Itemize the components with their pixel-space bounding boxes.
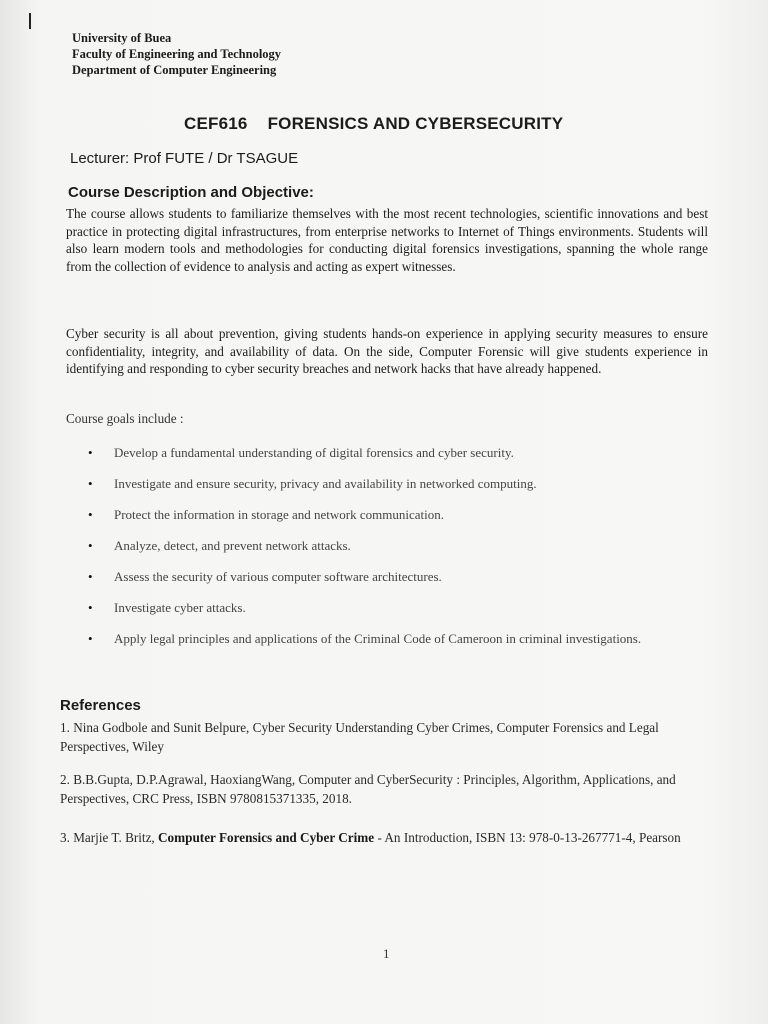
reference-2: 2. B.B.Gupta, D.P.Agrawal, HaoxiangWang, Computer and CyberSecurity : Principles, Algorithm, Applications, and Perspectives, CRC Press, ISBN 9780815371335, 2018. [60,772,676,806]
references-heading: References [60,697,141,714]
goal-item: • Protect the information in storage and network communication. [88,507,444,522]
lecturer-line: Lecturer: Prof FUTE / Dr TSAGUE [70,150,299,167]
goal-item: • Investigate and ensure security, privacy and availability in networked computing. [88,476,537,491]
bullet-icon: • [88,600,93,615]
course-code: CEF616 [184,114,248,133]
bullet-icon: • [88,538,93,553]
description-heading: Course Description and Objective: [68,184,314,201]
scan-mark [29,13,31,29]
university-name: University of Buea [72,31,172,45]
bullet-icon: • [88,507,93,522]
course-name: FORENSICS AND CYBERSECURITY [267,114,564,133]
faculty-name: Faculty of Engineering and Technology [72,47,282,61]
goals-intro: Course goals include : [66,411,184,426]
description-paragraph-1: The course allows students to familiarize themselves with the most recent technologies, scientific innovations and best practice in protecting digital infrastructures, from enterprise networks to Internet of Things environments. Students will also learn modern tools and methodologies for conducting digital forensics investigations, spanning the whole range from the collection of evidence to analysis and acting as expert witnesses. [66,206,708,274]
goal-item: • Investigate cyber attacks. [88,600,246,615]
bullet-icon: • [88,569,93,584]
bullet-icon: • [88,445,93,460]
page-number: 1 [383,946,390,961]
reference-1: 1. Nina Godbole and Sunit Belpure, Cyber Security Understanding Cyber Crimes, Computer Forensics and Legal Perspectives, Wiley [60,720,659,754]
reference-3-title: Computer Forensics and Cyber Crime [158,830,375,845]
bullet-icon: • [88,631,93,646]
course-title [184,114,563,134]
reference-3: 3. Marjie T. Britz, Computer Forensics and Cyber Crime - An Introduction, ISBN 13: 978-0-13-267771-4, Pearson [60,830,681,845]
goal-item: • Develop a fundamental understanding of digital forensics and cyber security. [88,445,514,460]
goal-item: • Apply legal principles and applications of the Criminal Code of Cameroon in criminal investigations. [88,631,642,646]
description-paragraph-2: Cyber security is all about prevention, giving students hands-on experience in applying security measures to ensure confidentiality, integrity, and availability of data. On the side, Computer Forensic will give students experience in identifying and responding to cyber security breaches and network hacks that have already happened. [66,326,708,376]
bullet-icon: • [88,476,93,491]
goals-list [88,444,710,661]
department-name: Department of Computer Engineering [72,63,277,77]
goal-item: • Assess the security of various computer software architectures. [88,569,442,584]
institution-header [72,30,281,78]
goal-item: • Analyze, detect, and prevent network attacks. [88,538,351,553]
